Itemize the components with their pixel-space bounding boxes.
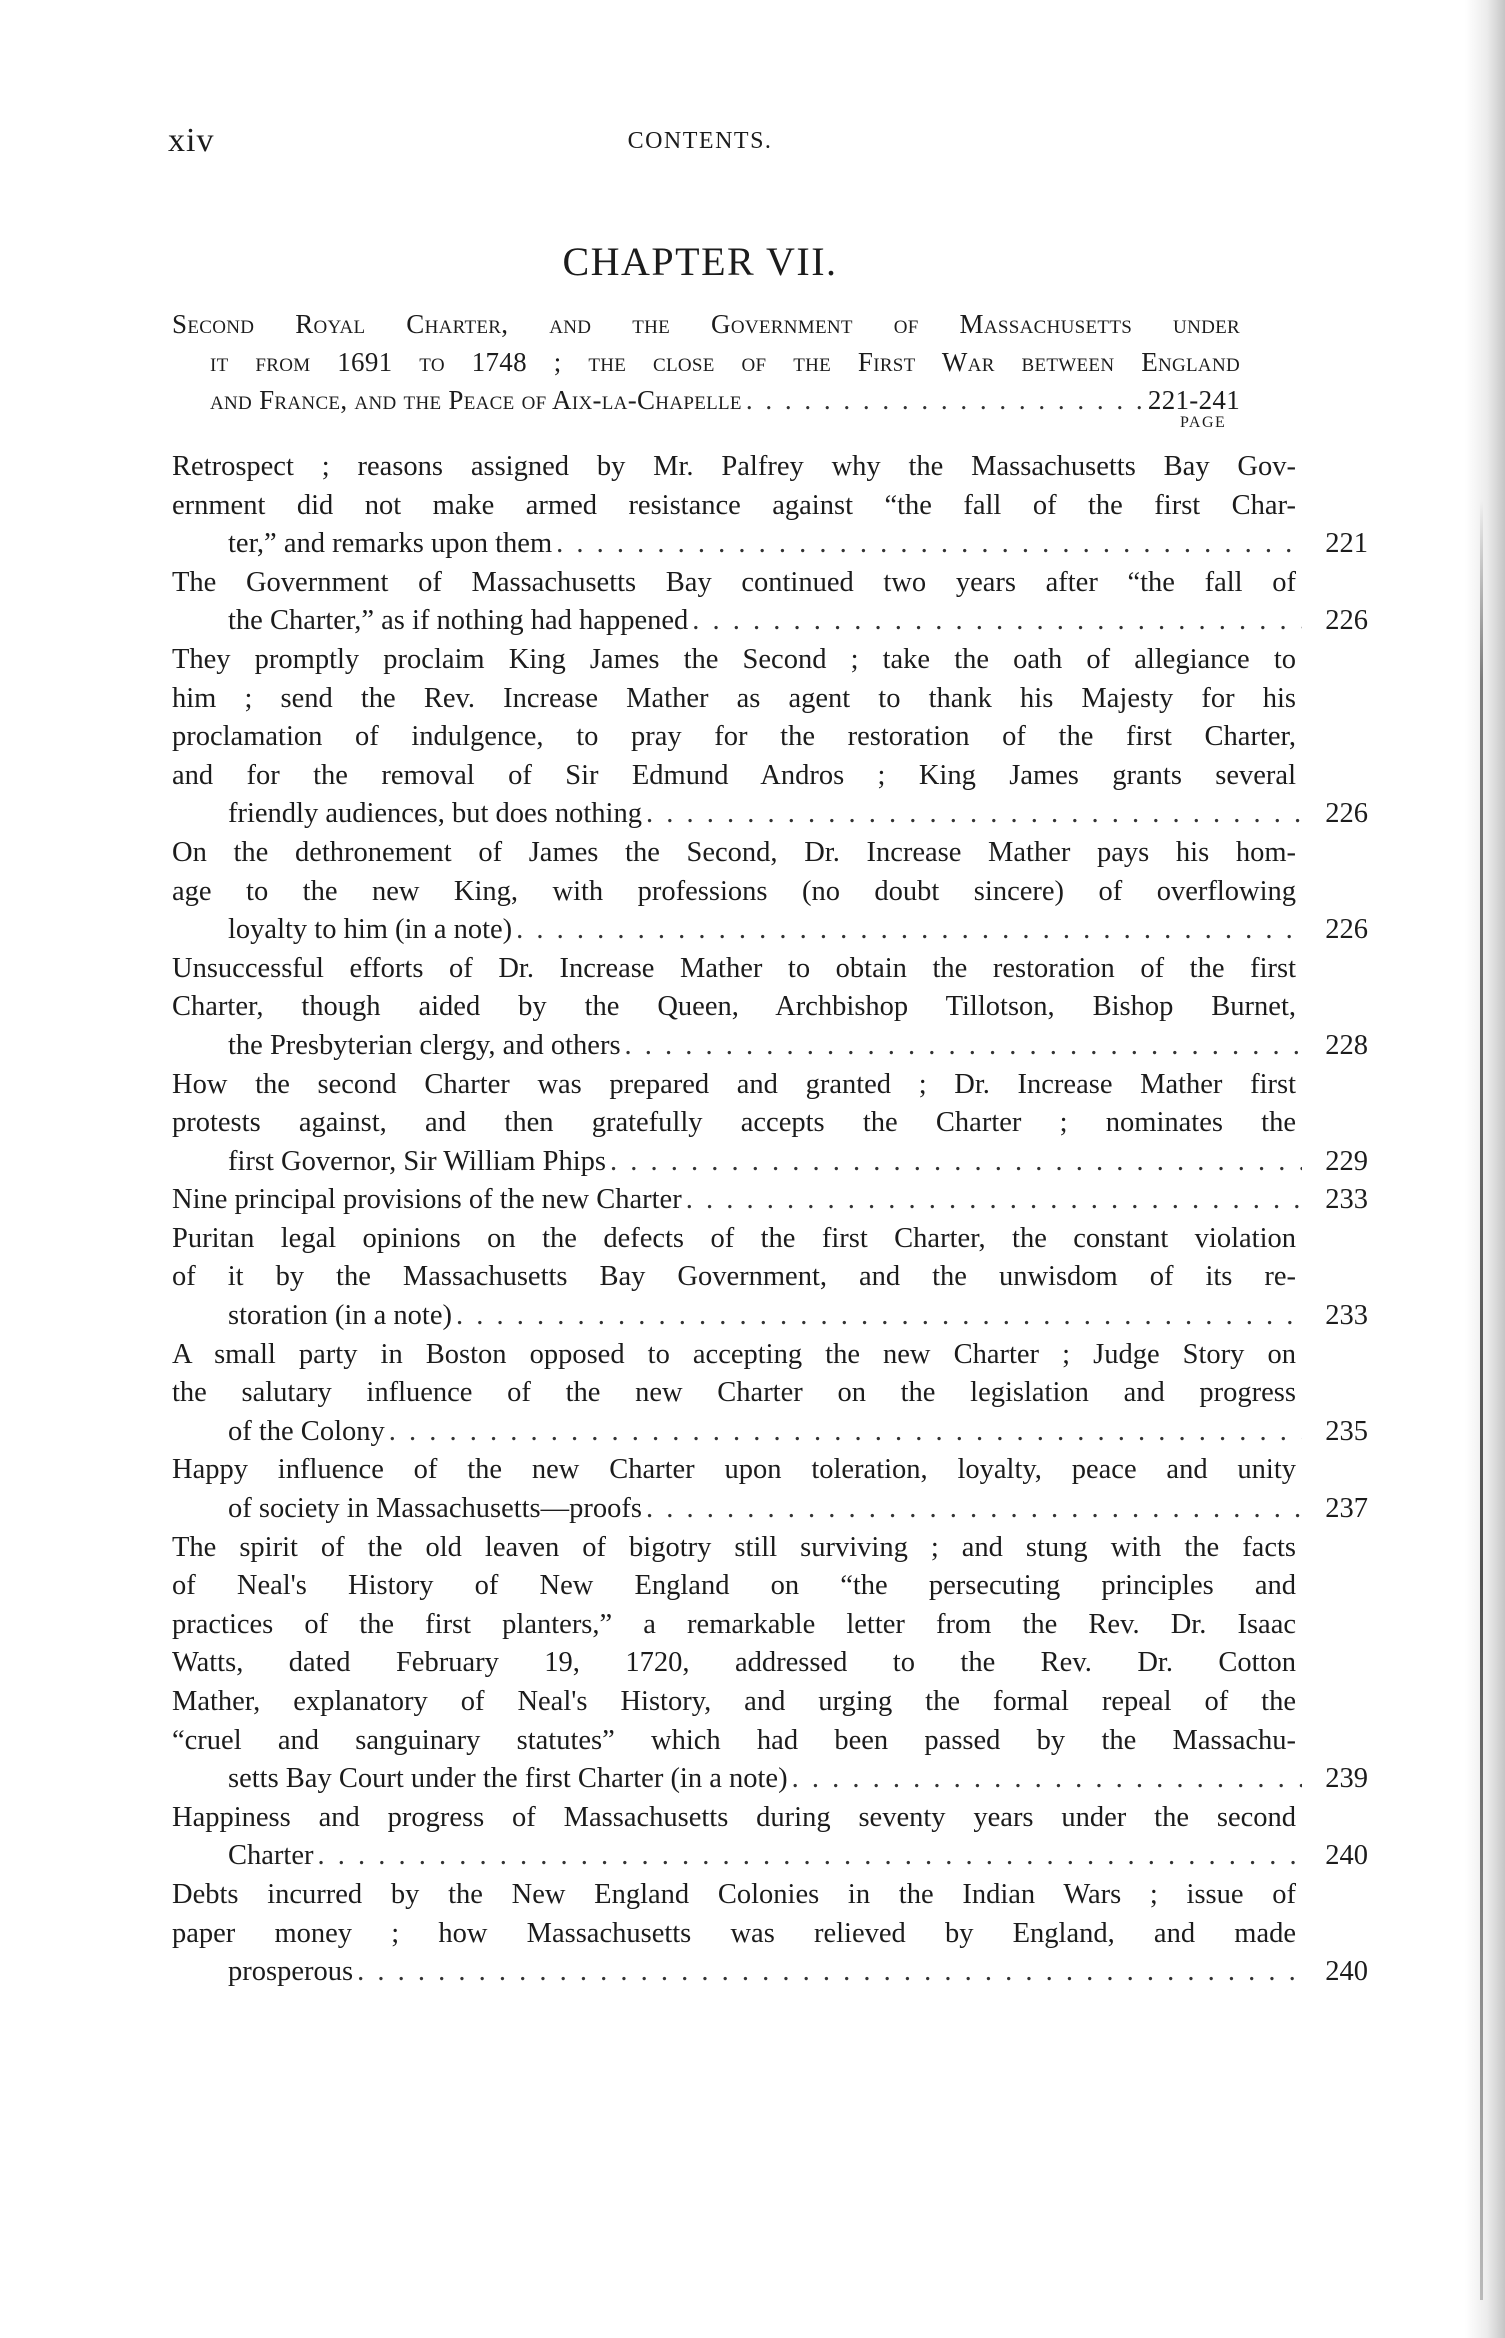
dot-leader bbox=[625, 1027, 1302, 1066]
entry-page-number: 235 bbox=[1325, 1415, 1368, 1447]
entry-line: How the second Charter was prepared and granted ; Dr. Increase Mather first bbox=[172, 1068, 1296, 1100]
entry-page-number: 239 bbox=[1325, 1763, 1368, 1795]
contents-entry bbox=[172, 1066, 1368, 1182]
entry-last-line bbox=[228, 525, 1368, 564]
entry-line: A small party in Boston opposed to accepting the new Charter ; Judge Story on bbox=[172, 1338, 1296, 1370]
entry-page-number: 228 bbox=[1325, 1029, 1368, 1061]
entry-page-number: 229 bbox=[1325, 1145, 1368, 1177]
entry-line: The spirit of the old leaven of bigotry still surviving ; and stung with the facts bbox=[172, 1531, 1296, 1563]
entry-line: storation (in a note) bbox=[228, 1300, 452, 1332]
entry-line: Happiness and progress of Massachusetts during seventy years under the second bbox=[172, 1801, 1296, 1833]
dot-leader bbox=[357, 1953, 1302, 1992]
entry-page-number: 237 bbox=[1325, 1493, 1368, 1525]
dot-leader bbox=[646, 795, 1302, 834]
entry-last-line bbox=[228, 1760, 1368, 1799]
contents-entry bbox=[172, 1451, 1368, 1528]
page-folio: xiv bbox=[168, 122, 215, 159]
scan-edge-shadow bbox=[1465, 0, 1505, 2338]
entry-line: and for the removal of Sir Edmund Andros ; King James grants several bbox=[172, 759, 1296, 791]
entry-line: They promptly proclaim King James the Second ; take the oath of allegiance to bbox=[172, 643, 1296, 675]
entry-line: setts Bay Court under the first Charter (in a note) bbox=[228, 1763, 788, 1795]
dot-leader bbox=[646, 1490, 1302, 1529]
entry-line: first Governor, Sir William Phips bbox=[228, 1145, 606, 1177]
entry-page-number: 226 bbox=[1325, 605, 1368, 637]
contents-entry bbox=[172, 564, 1368, 641]
entry-line: of Neal's History of New England on “the persecuting principles and bbox=[172, 1570, 1296, 1602]
entry-line: The Government of Massachusetts Bay continued two years after “the fall of bbox=[172, 566, 1296, 598]
entry-line: the Presbyterian clergy, and others bbox=[228, 1029, 621, 1061]
entry-line: the Charter,” as if nothing had happened bbox=[228, 605, 689, 637]
contents-entry bbox=[172, 834, 1368, 950]
entry-line: of it by the Massachusetts Bay Government, and the unwisdom of its re- bbox=[172, 1261, 1296, 1293]
entry-line: Watts, dated February 19, 1720, addressed to the Rev. Dr. Cotton bbox=[172, 1647, 1296, 1679]
page-column-label: PAGE bbox=[1180, 414, 1227, 431]
entry-line: Happy influence of the new Charter upon toleration, loyalty, peace and unity bbox=[172, 1454, 1296, 1486]
entry-line: ter,” and remarks upon them bbox=[228, 528, 553, 560]
summary-line: it from 1691 to 1748 ; the close of the First War between England bbox=[210, 347, 1240, 377]
contents-entry bbox=[172, 1799, 1368, 1876]
entry-page-number: 226 bbox=[1325, 914, 1368, 946]
entry-line: practices of the first planters,” a remarkable letter from the Rev. Dr. Isaac bbox=[172, 1608, 1296, 1640]
contents-entry bbox=[172, 1181, 1368, 1220]
running-head bbox=[168, 122, 1232, 162]
summary-last-line bbox=[172, 381, 1240, 419]
entry-last-line bbox=[228, 1413, 1368, 1452]
entry-line: On the dethronement of James the Second, Dr. Increase Mather pays his hom- bbox=[172, 836, 1296, 868]
dot-leader bbox=[516, 911, 1302, 950]
entry-page-number: 221 bbox=[1325, 528, 1368, 560]
dot-leader bbox=[317, 1837, 1302, 1876]
contents-entry bbox=[172, 1876, 1368, 1992]
contents-entry bbox=[172, 1336, 1368, 1452]
entry-line: Nine principal provisions of the new Charter bbox=[172, 1184, 682, 1216]
dot-leader bbox=[456, 1297, 1302, 1336]
entry-page-number: 240 bbox=[1325, 1840, 1368, 1872]
dot-leader bbox=[792, 1760, 1302, 1799]
entry-line: of society in Massachusetts—proofs bbox=[228, 1493, 642, 1525]
entry-line: prosperous bbox=[228, 1956, 354, 1988]
scan-edge-line bbox=[1480, 500, 1483, 2300]
chapter-title: CHAPTER VII. bbox=[562, 239, 838, 284]
entry-last-line bbox=[228, 911, 1368, 950]
entry-line: friendly audiences, but does nothing bbox=[228, 798, 642, 830]
entry-line: Unsuccessful efforts of Dr. Increase Mather to obtain the restoration of the first bbox=[172, 952, 1296, 984]
entry-page-number: 233 bbox=[1325, 1300, 1368, 1332]
contents-entry bbox=[172, 950, 1368, 1066]
entry-line: Puritan legal opinions on the defects of the first Charter, the constant violation bbox=[172, 1222, 1296, 1254]
running-title: CONTENTS. bbox=[627, 128, 773, 154]
entry-line: Retrospect ; reasons assigned by Mr. Palfrey why the Massachusetts Bay Gov- bbox=[172, 451, 1296, 482]
entry-last-line bbox=[228, 1837, 1368, 1876]
entry-line: Debts incurred by the New England Colonies in the Indian Wars ; issue of bbox=[172, 1878, 1296, 1910]
entry-page-number: 233 bbox=[1325, 1184, 1368, 1216]
entry-page-number: 226 bbox=[1325, 798, 1368, 830]
summary-line: and France, and the Peace of Aix-la-Chapelle bbox=[210, 385, 742, 415]
dot-leader bbox=[746, 381, 1144, 419]
entry-line: paper money ; how Massachusetts was relieved by England, and made bbox=[172, 1917, 1296, 1949]
entry-last-line bbox=[228, 1143, 1368, 1182]
entry-line: Charter bbox=[228, 1840, 314, 1872]
entry-line: “cruel and sanguinary statutes” which had been passed by the Massachu- bbox=[172, 1724, 1296, 1756]
summary-line: Second Royal Charter, and the Government of Massachusetts under bbox=[172, 309, 1240, 339]
entry-last-line bbox=[228, 602, 1368, 641]
entry-last-line bbox=[228, 1297, 1368, 1336]
contents-entry bbox=[172, 1220, 1368, 1336]
dot-leader bbox=[556, 525, 1302, 564]
entry-last-line bbox=[228, 1490, 1368, 1529]
entry-line: Mather, explanatory of Neal's History, and urging the formal repeal of the bbox=[172, 1686, 1296, 1717]
entry-page-number: 240 bbox=[1325, 1956, 1368, 1988]
contents-entries bbox=[172, 448, 1368, 1992]
entry-last-line bbox=[172, 1181, 1368, 1220]
summary-page-range: 221-241 bbox=[1147, 385, 1240, 415]
entry-line: Charter, though aided by the Queen, Archbishop Tillotson, Bishop Burnet, bbox=[172, 991, 1296, 1023]
dot-leader bbox=[686, 1181, 1302, 1220]
dot-leader bbox=[389, 1413, 1302, 1452]
entry-line: him ; send the Rev. Increase Mather as agent to thank his Majesty for his bbox=[172, 682, 1296, 714]
entry-line: protests against, and then gratefully accepts the Charter ; nominates the bbox=[172, 1107, 1296, 1139]
entry-line: the salutary influence of the new Charter on the legislation and progress bbox=[172, 1377, 1296, 1409]
dot-leader bbox=[610, 1143, 1302, 1182]
entry-last-line bbox=[228, 795, 1368, 834]
entry-line: proclamation of indulgence, to pray for the restoration of the first Charter, bbox=[172, 721, 1296, 753]
entry-line: loyalty to him (in a note) bbox=[228, 914, 513, 946]
contents-entry bbox=[172, 448, 1368, 564]
entry-line: ernment did not make armed resistance against “the fall of the first Char- bbox=[172, 489, 1296, 521]
contents-entry bbox=[172, 1529, 1368, 1799]
contents-entry bbox=[172, 641, 1368, 834]
entry-line: of the Colony bbox=[228, 1415, 385, 1447]
entry-last-line bbox=[228, 1953, 1368, 1992]
dot-leader bbox=[692, 602, 1302, 641]
entry-line: age to the new King, with professions (no doubt sincere) of overflowing bbox=[172, 875, 1296, 907]
chapter-summary bbox=[172, 305, 1240, 419]
entry-last-line bbox=[228, 1027, 1368, 1066]
